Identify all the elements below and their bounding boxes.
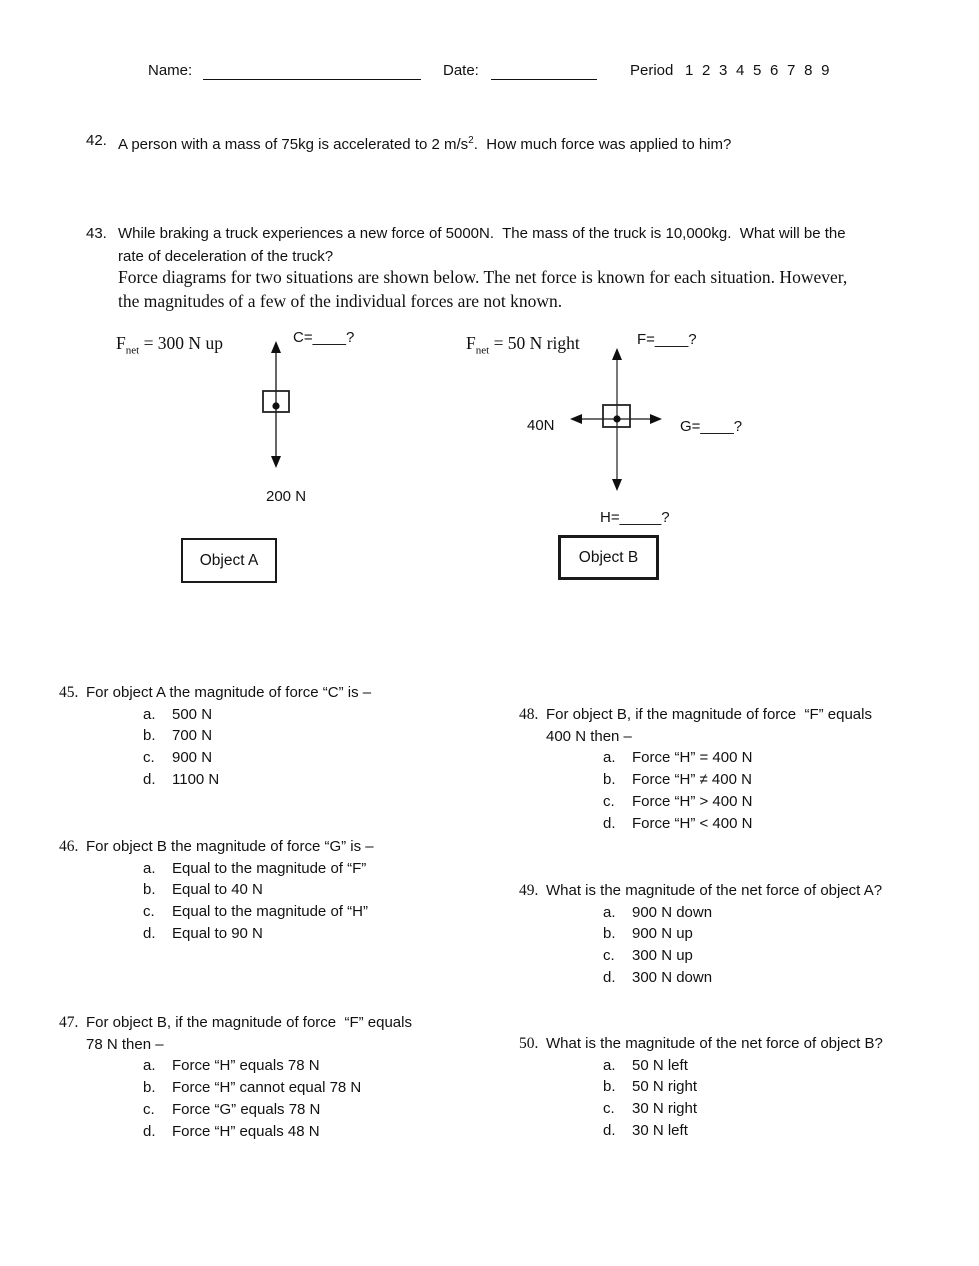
option-text: Equal to the magnitude of “H” bbox=[172, 903, 368, 921]
date-blank-line bbox=[491, 64, 597, 80]
option-letter: d. bbox=[143, 770, 156, 788]
question-text-line1: For object B, if the magnitude of force “F” equals bbox=[86, 1014, 412, 1031]
question-50 bbox=[519, 1033, 883, 1142]
option-letter: c. bbox=[143, 903, 155, 921]
fnet-a-label: $F_{net} = 300$ N up bbox=[116, 333, 223, 357]
option-letter: d. bbox=[603, 968, 616, 986]
option-letter: c. bbox=[143, 1100, 155, 1118]
name-label: Name: bbox=[148, 62, 193, 79]
option-text: 300 N up bbox=[632, 947, 693, 965]
question-43 bbox=[86, 222, 846, 268]
answer-option bbox=[519, 923, 882, 945]
option-text: 700 N bbox=[172, 727, 213, 745]
question-text: For object A the magnitude of force “C” is – bbox=[86, 684, 372, 701]
force-diagram-intro bbox=[118, 266, 847, 313]
option-text: 50 N right bbox=[632, 1078, 698, 1096]
period-label: Period bbox=[630, 62, 674, 79]
period-numbers: 1 2 3 4 5 6 7 8 9 bbox=[685, 62, 830, 79]
option-text: Force “H” < 400 N bbox=[632, 814, 753, 832]
question-number: 43. bbox=[86, 225, 107, 242]
answer-option bbox=[519, 747, 872, 769]
option-letter: c. bbox=[603, 792, 615, 810]
answer-option bbox=[59, 704, 371, 726]
question-number: 48. bbox=[519, 706, 539, 723]
answer-option bbox=[59, 901, 374, 923]
question-text: For object B the magnitude of force “G” is – bbox=[86, 838, 374, 855]
question-45 bbox=[59, 682, 371, 791]
question-text: What is the magnitude of the net force of object A? bbox=[546, 882, 883, 899]
question-number: 49. bbox=[519, 882, 539, 899]
option-text: 50 N left bbox=[632, 1056, 688, 1074]
option-letter: a. bbox=[143, 1057, 156, 1075]
option-text: 1100 N bbox=[172, 770, 220, 788]
option-letter: a. bbox=[603, 749, 616, 767]
answer-option bbox=[59, 1099, 412, 1121]
option-letter: d. bbox=[603, 814, 616, 832]
question-text-line1: For object B, if the magnitude of force “F” equals bbox=[546, 706, 872, 723]
answer-option bbox=[519, 791, 872, 813]
option-text: 300 N down bbox=[632, 968, 713, 986]
fnet-b-label: $F_{net} = 50$ N right bbox=[466, 333, 580, 357]
option-text: Force “H” cannot equal 78 N bbox=[172, 1079, 362, 1097]
answer-option bbox=[519, 813, 872, 835]
option-letter: b. bbox=[603, 771, 616, 789]
question-number: 42. bbox=[86, 132, 107, 149]
option-text: 900 N bbox=[172, 749, 213, 767]
option-text: 900 N up bbox=[632, 925, 693, 943]
force-c-label: C=____? bbox=[293, 329, 355, 346]
option-text: Equal to 90 N bbox=[172, 924, 263, 942]
superscript-2: 2 bbox=[468, 135, 474, 146]
answer-option bbox=[59, 1077, 412, 1099]
intro-line1: Force diagrams for two situations are shown below. The net force is known for each situation. However, bbox=[118, 267, 848, 287]
option-text: 500 N bbox=[172, 705, 213, 723]
option-text: Force “H” = 400 N bbox=[632, 749, 753, 767]
answer-option bbox=[519, 967, 882, 989]
question-number: 45. bbox=[59, 684, 79, 701]
answer-option bbox=[59, 923, 374, 945]
option-text: 30 N left bbox=[632, 1121, 688, 1139]
name-blank-line bbox=[203, 64, 421, 80]
option-text: Force “H” ≠ 400 N bbox=[632, 771, 752, 789]
answer-option bbox=[59, 858, 374, 880]
option-letter: d. bbox=[143, 924, 156, 942]
option-letter: c. bbox=[603, 947, 615, 965]
answer-option bbox=[59, 747, 371, 769]
intro-line2: the magnitudes of a few of the individual forces are not known. bbox=[118, 290, 563, 311]
answer-option bbox=[519, 1098, 883, 1120]
answer-option bbox=[519, 1120, 883, 1142]
question-48 bbox=[519, 704, 872, 834]
answer-option bbox=[59, 1055, 412, 1077]
option-letter: d. bbox=[603, 1121, 616, 1139]
object-b-label: Object B bbox=[578, 548, 639, 566]
net-subscript: net bbox=[475, 344, 490, 357]
force-h-label: H=_____? bbox=[600, 509, 670, 526]
option-text: Force “G” equals 78 N bbox=[172, 1100, 321, 1118]
question-number: 47. bbox=[59, 1014, 79, 1031]
object-a-box bbox=[181, 538, 277, 583]
question-49 bbox=[519, 880, 882, 989]
question-number: 50. bbox=[519, 1035, 539, 1052]
answer-option bbox=[519, 1076, 883, 1098]
answer-option bbox=[519, 769, 872, 791]
option-text: 30 N right bbox=[632, 1100, 698, 1118]
date-label: Date: bbox=[443, 62, 479, 79]
option-letter: b. bbox=[603, 925, 616, 943]
option-letter: b. bbox=[143, 1079, 156, 1097]
option-text: Force “H” > 400 N bbox=[632, 792, 753, 810]
option-letter: c. bbox=[143, 749, 155, 767]
answer-option bbox=[59, 725, 371, 747]
option-letter: b. bbox=[143, 727, 156, 745]
option-text: Force “H” equals 48 N bbox=[172, 1122, 320, 1140]
question-46 bbox=[59, 836, 374, 945]
answer-option bbox=[519, 1055, 883, 1077]
option-letter: b. bbox=[143, 881, 156, 899]
answer-option bbox=[519, 945, 882, 967]
option-text: Force “H” equals 78 N bbox=[172, 1057, 320, 1075]
option-letter: b. bbox=[603, 1078, 616, 1096]
question-text-line2: 400 N then – bbox=[546, 727, 632, 745]
question-text-line2: 78 N then – bbox=[86, 1035, 164, 1053]
answer-option bbox=[59, 769, 371, 791]
option-text: Equal to the magnitude of “F” bbox=[172, 859, 367, 877]
option-letter: a. bbox=[143, 859, 156, 877]
net-subscript: net bbox=[125, 344, 140, 357]
question-text-line2: rate of deceleration of the truck? bbox=[118, 248, 334, 265]
option-letter: a. bbox=[143, 705, 156, 723]
option-text: Equal to 40 N bbox=[172, 881, 263, 899]
answer-option bbox=[519, 902, 882, 924]
force-f-label: F=____? bbox=[637, 331, 697, 348]
option-text: 900 N down bbox=[632, 903, 713, 921]
question-47 bbox=[59, 1012, 412, 1142]
object-b-box bbox=[558, 535, 659, 580]
option-letter: a. bbox=[603, 1056, 616, 1074]
force-g-label: G=____? bbox=[680, 418, 743, 435]
answer-option bbox=[59, 1121, 412, 1143]
question-text: A person with a mass of 75kg is accelerated to 2 $m/s^2$. How much force was applied to him? bbox=[118, 135, 732, 153]
option-letter: d. bbox=[143, 1122, 156, 1140]
object-a-label: Object A bbox=[199, 551, 259, 569]
force-200n-label: 200 N bbox=[266, 488, 307, 505]
question-text: What is the magnitude of the net force of object B? bbox=[546, 1035, 883, 1052]
option-letter: c. bbox=[603, 1100, 615, 1118]
answer-option bbox=[59, 879, 374, 901]
option-letter: a. bbox=[603, 903, 616, 921]
force-40n-label: 40N bbox=[527, 417, 555, 434]
question-42 bbox=[86, 130, 731, 156]
question-text-line1: While braking a truck experiences a new force of 5000N. The mass of the truck is 10,000kg. What will be the bbox=[118, 225, 846, 242]
question-number: 46. bbox=[59, 838, 79, 855]
